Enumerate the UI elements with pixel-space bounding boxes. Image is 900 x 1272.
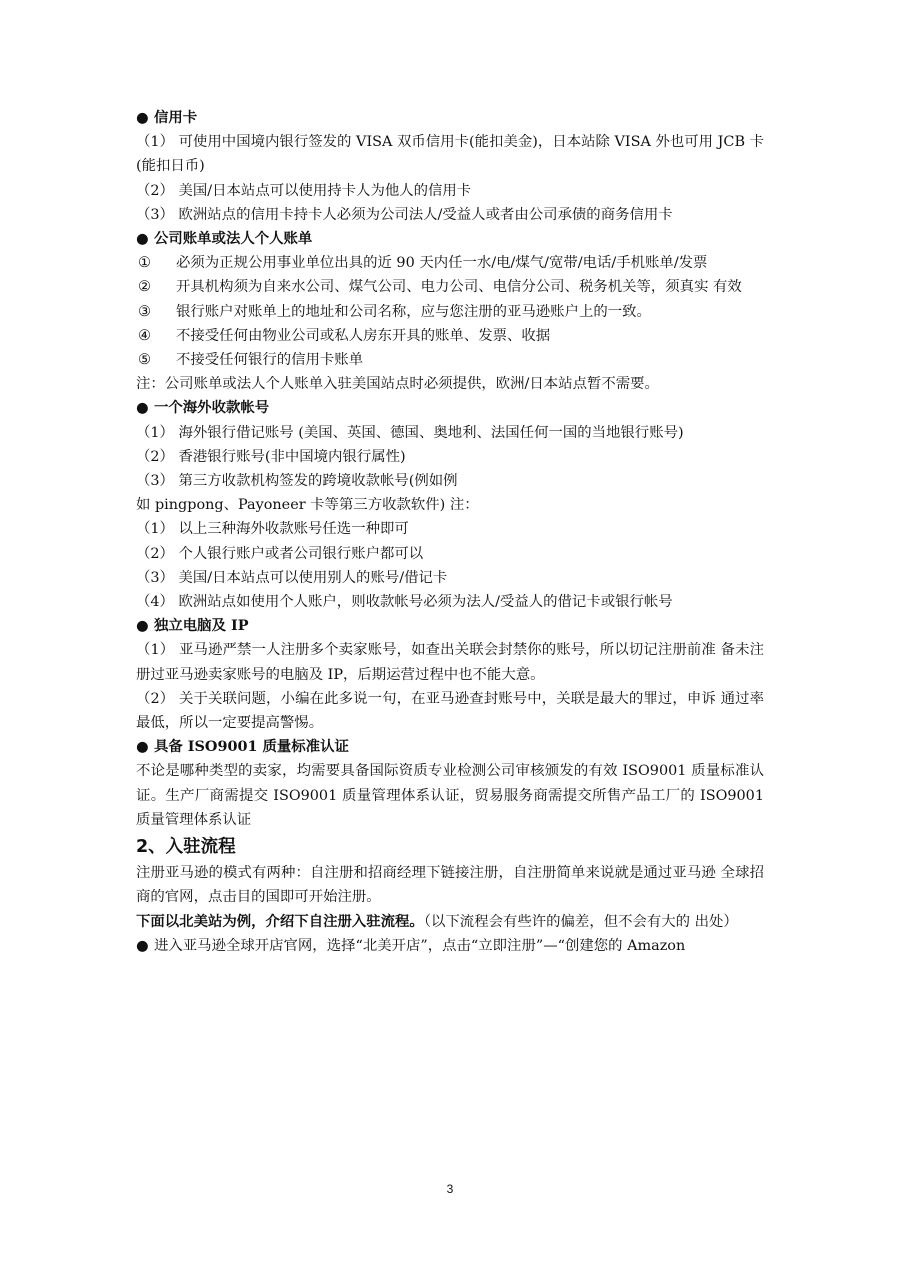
overseas-item-3: （3） 第三方收款机构签发的跨境收款帐号(例如例 [136, 473, 458, 490]
bullet-icon: ● [136, 617, 149, 635]
bill-item-2: ② 开具机构须为自来水公司、煤气公司、电力公司、电信分公司、税务机关等，须真实 有效 [136, 275, 764, 299]
computer-ip-item-1: （1） 亚马逊严禁一人注册多个卖家账号，如查出关联会封禁你的账号，所以切记注册前准 备未注册过亚马逊卖家账号的电脑及 IP，后期运营过程中也不能大意。 [136, 642, 764, 683]
credit-card-item-3: （3） 欧洲站点的信用卡持卡人必须为公司法人/受益人或者由公司承债的商务信用卡 [136, 206, 673, 223]
overseas-item-2: （2） 香港银行账号(非中国境内银行属性) [136, 448, 406, 465]
circled-number: ① [138, 255, 151, 272]
overseas-note-2: （2） 个人银行账户或者公司银行账户都可以 [136, 545, 424, 562]
process-example-note: （以下流程会有些许的偏差，但不会有大的 出处） [423, 913, 738, 930]
overseas-note-1: （1） 以上三种海外收款账号任选一种即可 [136, 521, 409, 538]
process-example-bold: 下面以北美站为例，介绍下自注册入驻流程。 [136, 912, 424, 930]
section-heading-bill: ● 公司账单或法人个人账单 [136, 227, 764, 251]
credit-card-item-1: （1） 可使用中国境内银行签发的 VISA 双币信用卡(能扣美金)，日本站除 VISA 外也可用 JCB 卡(能扣日币) [136, 134, 764, 175]
circled-number: ④ [138, 327, 151, 344]
section-heading-credit-card: ● 信用卡 [136, 106, 764, 130]
process-step-1: ● 进入亚马逊全球开店官网，选择“北美开店”，点击“立即注册”—“创建您的 Amazon [136, 934, 764, 958]
process-example [136, 910, 764, 934]
bill-item-3: ③ 银行账户对账单上的地址和公司名称，应与您注册的亚马逊账户上的一致。 [136, 300, 764, 324]
bullet-icon: ● [136, 109, 149, 126]
bill-item-4: ④ 不接受任何由物业公司或私人房东开具的账单、发票、收据 [136, 324, 764, 348]
page-content [136, 106, 764, 958]
bill-item-1: ① 必须为正规公用事业单位出具的近 90 天内任一水/电/煤气/宽带/电话/手机账单/发票 [136, 251, 764, 275]
bill-note: 注：公司账单或法人个人账单入驻美国站点时必须提供，欧洲/日本站点暂不需要。 [136, 376, 659, 393]
section-heading-iso: ● 具备 ISO9001 质量标准认证 [136, 735, 764, 759]
credit-card-item-2: （2） 美国/日本站点可以使用持卡人为他人的信用卡 [136, 182, 472, 199]
section-heading-computer-ip: ● 独立电脑及 IP [136, 614, 764, 638]
overseas-item-1: （1） 海外银行借记账号 (美国、英国、德国、奥地利、法国任何一国的当地银行账号) [136, 424, 684, 441]
bullet-icon: ● [136, 937, 149, 954]
circled-number: ⑤ [138, 352, 151, 369]
process-heading: 2、入驻流程 [136, 837, 236, 858]
overseas-note-4: （4） 欧洲站点如使用个人账户，则收款帐号必须为法人/受益人的借记卡或银行帐号 [136, 594, 673, 611]
circled-number: ③ [138, 303, 151, 320]
section-heading-overseas-account: ● 一个海外收款帐号 [136, 396, 764, 420]
overseas-note-3: （3） 美国/日本站点可以使用别人的账号/借记卡 [136, 569, 448, 586]
bill-item-5: ⑤ 不接受任何银行的信用卡账单 [136, 348, 764, 372]
page-number: 3 [446, 1182, 454, 1196]
bullet-icon: ● [136, 230, 149, 248]
bullet-icon: ● [136, 399, 149, 417]
bullet-icon: ● [136, 738, 149, 756]
computer-ip-item-2: （2） 关于关联问题，小编在此多说一句，在亚马逊查封账号中，关联是最大的罪过，申诉 通过率最低，所以一定要提高警惕。 [136, 690, 764, 732]
iso-body: 不论是哪种类型的卖家，均需要具备国际资质专业检测公司审核颁发的有效 ISO9001 质量标准认证。生产厂商需提交 ISO9001 质量管理体系认证，贸易服务商需提交所售产品工厂的 ISO9001 质量管理体系认证 [136, 763, 764, 828]
process-intro: 注册亚马逊的模式有两种：自注册和招商经理下链接注册，自注册简单来说就是通过亚马逊 全球招商的官网，点击目的国即可开始注册。 [136, 865, 764, 906]
circled-number: ② [138, 279, 151, 296]
overseas-item-3-cont: 如 pingpong、Payoneer 卡等第三方收款软件) 注： [136, 497, 479, 514]
